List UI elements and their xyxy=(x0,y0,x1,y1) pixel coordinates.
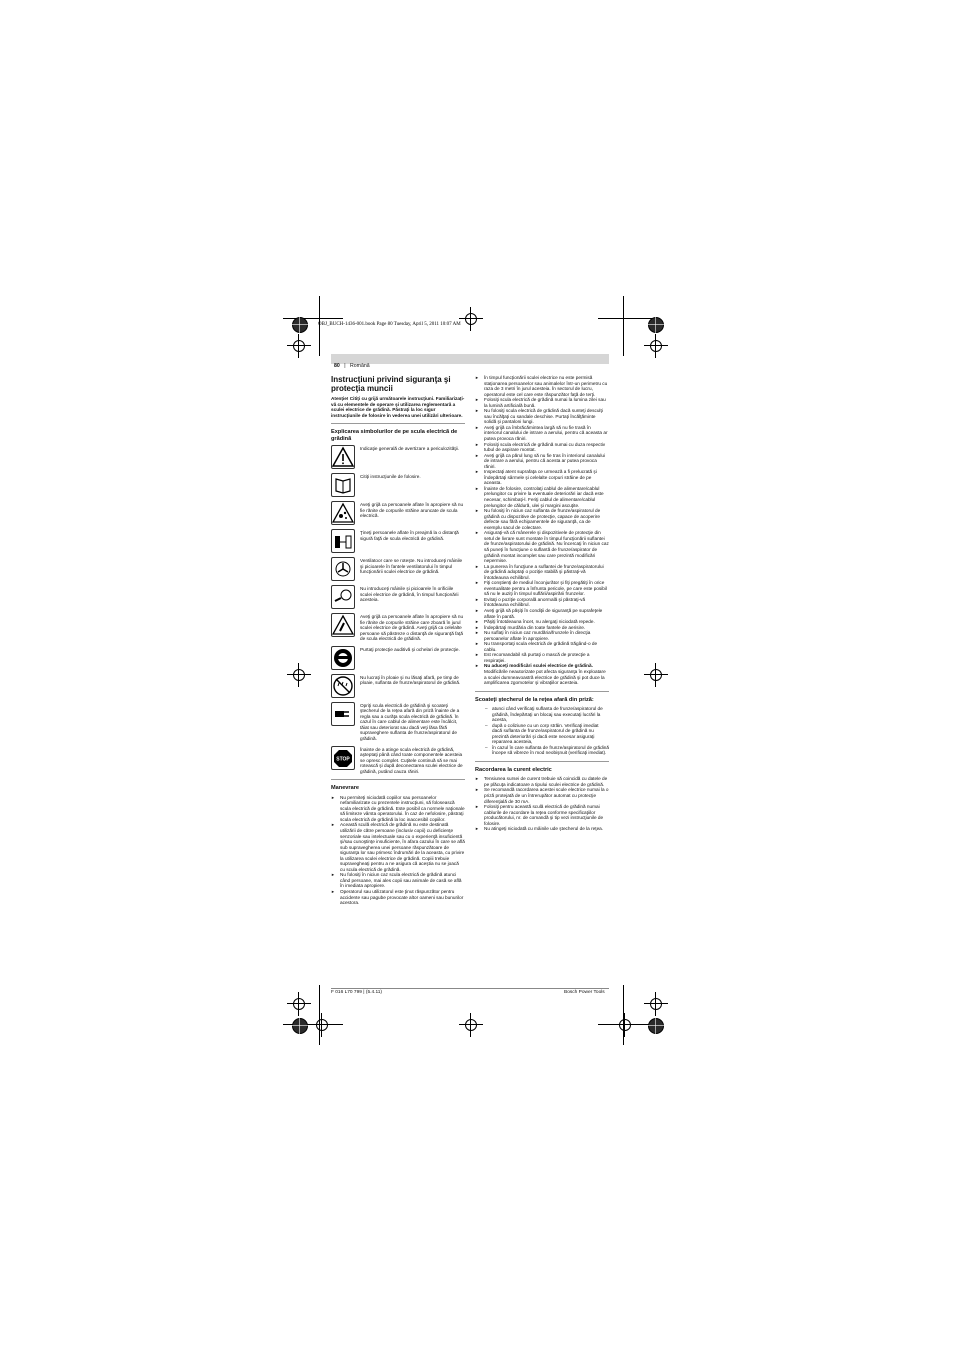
bullet-arrow-icon: ► xyxy=(475,441,479,447)
symbol-row xyxy=(331,501,465,525)
list-item xyxy=(475,508,609,530)
symbol-description: Nu lucraţi în ploaie şi nu lăsaţi afară, pe timp de ploaie, suflanta de frunze/aspiratorul de grădină. xyxy=(360,674,461,686)
list-item-text: Folosiţi pentru această sculă electrică de grădină numai cablurile de racordare la reţea conforme specificaţiilor producătorului, nr. de comandă şi tip vezi instrucţiunile de folosire. xyxy=(484,804,604,826)
crosshair-icon xyxy=(644,992,668,1016)
symbol-description: Nu introduceţi mâinile şi picioarele în orificiile sculei electrice de grădină, în timpul funcţionării acesteia. xyxy=(360,586,459,603)
list-item-text: Păşiţi întotdeauna încet, nu alergaţi niciodată repede. xyxy=(484,619,595,625)
list-item-text: Folosiţi scula electrică de grădină numai la lumina zilei sau la lumină artificială bună. xyxy=(484,397,606,408)
crosshair-icon xyxy=(287,992,311,1016)
list-item-text: Nu suflaţi în niciun caz murdăria/frunzele în direcţia persoanelor aflate în apropiere. xyxy=(484,630,591,641)
list-item-text: atunci când verificaţi suflanta de frunze/aspiratorul de grădină, îndepărtaţi un blocaj sau executaţi lucrări la acesta, xyxy=(492,706,603,723)
modification-warning-bold: Nu aduceţi modificări sculei electrice de grădină. xyxy=(484,663,593,669)
bullet-arrow-icon: ► xyxy=(475,826,479,832)
list-item-text: după o coliziune cu un corp străin. Verificaţi imediat dacă suflanta de frunze/aspiratorul de grădină nu prezintă deteriorări şi dacă este necesar asiguraţi repararea acesteia, xyxy=(492,722,599,745)
list-item xyxy=(475,663,609,685)
book-icon xyxy=(331,473,355,497)
divider xyxy=(331,423,465,424)
bullet-arrow-icon: ► xyxy=(475,452,479,458)
bullet-arrow-icon: ► xyxy=(475,630,479,636)
list-item xyxy=(475,425,609,442)
ear-eye-protection-icon xyxy=(331,646,355,670)
fan-rotation-icon xyxy=(331,557,355,581)
crosshair-icon xyxy=(287,663,311,687)
symbol-description: Citiţi instrucţiunile de folosire. xyxy=(360,474,421,479)
list-item xyxy=(475,397,609,408)
symbol-description: Aveţi grijă ca persoanele aflate în apropiere să nu fie rănite de corpurile străine care zboară în jurul sculei electrice de grădină. Aveţi grijă ca celelalte persoane să păstreze o distanţă de siguranţă faţă de scula electrică de grădină. xyxy=(360,614,464,642)
crosshair-icon xyxy=(310,1013,334,1037)
list-item xyxy=(475,453,609,470)
dash-marker: – xyxy=(485,744,488,750)
symbol-row xyxy=(331,585,465,609)
list-item-text: Această sculă electrică de grădină nu este destinată utilizării de către persoane (inclusiv copii) cu deficienţe senzoriale sau intelectuale sau cu o experienţă insuficientă şi/sau cunoştinţe insuficiente, în afara cazului în care se află sub supravegherea unei persoane răspunzătoare de siguranţa lor sau primesc îndrumări de la aceasta, cu privire la utilizarea sculei electrice de grădină. Copiii trebuie supravegheaţi pentru a ne asigura că aceştia nu se joacă cu scula electrică de grădină. xyxy=(340,822,465,872)
footer-code: F 016 L70 799 | (5.4.11) xyxy=(331,990,383,995)
list-item xyxy=(331,822,465,872)
registration-dot-icon xyxy=(292,317,308,333)
bullet-arrow-icon: ► xyxy=(475,408,479,414)
bullet-arrow-icon: ► xyxy=(475,580,479,586)
blower-debris-icon xyxy=(331,613,355,637)
symbol-description: Ţineţi persoanele aflate în preajmă la o distanţă sigură faţă de scula electrică de grădină. xyxy=(360,530,459,541)
list-item-text: În timpul funcţionării sculei electrice nu este permisă staţionarea persoanelor sau animalelor într-un perimetru cu raza de 3 metri în jurul acesteia. În sectorul de lucru, operatorul este cel care este răspunzător faţă de terţi. xyxy=(484,375,608,397)
crosshair-icon xyxy=(287,334,311,358)
hand-openings-icon xyxy=(331,585,355,609)
list-item xyxy=(475,442,609,453)
list-item xyxy=(475,469,609,486)
list-item-text: Fiţi conştienţi de mediul înconjurător şi fiţi pregătiţi în orice eventualitate pentru a înfrunta pericole, pe care este posibil să nu le auziţi în timpul suflării/aspirării frunzelor. xyxy=(484,580,607,597)
bullet-arrow-icon: ► xyxy=(475,596,479,602)
modification-warning-text: Modificările neautorizate pot afecta siguranţa în exploatare a sculei dumneavoastră electrice de grădină şi pot duce la amplificarea zgomotelor şi vibraţiilor acesteia. xyxy=(484,668,606,686)
list-item-text: Operatorul sau utilizatorul este ţinut răspunzător pentru accidente sau pagube provocate altor oameni sau bunurilor acestora. xyxy=(340,889,464,906)
crosshair-icon xyxy=(644,334,668,358)
bullet-arrow-icon: ► xyxy=(331,794,335,800)
unplug-list xyxy=(475,706,609,756)
bullet-arrow-icon: ► xyxy=(475,776,479,782)
list-item-text: Folosiţi scula electrică de grădină numai cu duza respectiv tubul de aspirare montat. xyxy=(484,441,606,453)
symbol-description: Indicaţie generală de avertizare a periculozităţii. xyxy=(360,446,460,451)
list-item xyxy=(475,597,609,608)
list-item-text: Asiguraţi-vă că mânerele şi dispozitivele de protecţie din setul de livrare sunt montate în timpul funcţionării suflantei de frunze/aspiratorului de grădină. Nu încercaţi în niciun caz să puneţi în funcţiune o suflantă de frunze/aspirator de grădină montat incomplet sau care prezintă modificări nepermise. xyxy=(484,530,609,564)
symbol-row xyxy=(331,646,465,670)
list-item-text: Nu permiteţi niciodată copiilor sau persoanelor nefamiliarizate cu prezentele instrucţiuni, să folosească scula electrică de grădină. Este posibil ca normele naţionale să limiteze vârsta operatorului. În caz de nefolosire, păstraţi scula electrică de grădină la loc inaccesibil copiilor. xyxy=(340,794,465,822)
divider xyxy=(475,761,609,762)
list-item xyxy=(475,580,609,597)
symbol-row xyxy=(331,702,465,742)
crosshair-icon xyxy=(644,663,668,687)
list-item-text: Nu folosiţi în niciun caz scula electrică de grădină atunci când persoane, mai ales copii sau animale de casă se află în imediata apropiere. xyxy=(340,872,462,889)
footer-rule xyxy=(331,988,609,989)
crosshair-icon xyxy=(459,1013,483,1037)
list-item-text: Evitaţi o poziţie corporală anormală şi păstraţi-vă întotdeauna echilibrul. xyxy=(484,596,586,608)
header-language: Română xyxy=(350,363,370,369)
bullet-arrow-icon: ► xyxy=(475,804,479,810)
warning-triangle-icon xyxy=(331,445,355,469)
registration-dot-icon xyxy=(648,1018,664,1034)
dash-marker: – xyxy=(485,722,488,728)
symbol-row xyxy=(331,529,465,553)
bullet-arrow-icon: ► xyxy=(331,872,335,878)
symbols-list xyxy=(331,445,465,774)
list-item xyxy=(475,530,609,563)
list-item xyxy=(331,795,465,823)
bullet-arrow-icon: ► xyxy=(475,397,479,403)
list-item-text: Înainte de folosire, controlaţi cablul de alimentare/cablul prelungitor cu privire la eventuale deteriorări iar dacă este necesar, schimbaţi-l. Feriţi cablul de alimentare/cablul prelungitor de căldură, ulei şi margini ascuţite. xyxy=(484,485,604,508)
list-item-text: Nu folosiţi scula electrică de grădină dacă sunteţi desculţi sau încălţaţi cu sandale deschise. Purtaţi încălţăminte solidă şi pantaloni lungi. xyxy=(484,408,603,425)
symbol-description: Aveţi grijă ca persoanele aflate în apropiere să nu fie rănite de corpurile străine aruncate de scula electrică. xyxy=(360,502,464,519)
list-item-text: Est recomandabil să purtaţi o mască de protecţie a respiraţiei. xyxy=(484,652,590,663)
bullet-arrow-icon: ► xyxy=(475,663,479,669)
symbol-row xyxy=(331,557,465,581)
symbol-row xyxy=(331,674,465,698)
left-column xyxy=(331,375,465,906)
list-item xyxy=(475,652,609,663)
svg-text:STOP: STOP xyxy=(336,756,350,763)
list-item-text: Tensiunea sursei de curent trebuie să coincidă cu datele de pe plăcuţa indicatoare a tipului sculei electrice de grădină. xyxy=(484,776,608,787)
stop-wait-icon xyxy=(331,746,355,770)
bullet-arrow-icon: ► xyxy=(331,822,335,828)
unplug-heading: Scoateţi ştecherul de la reţea afară din priză: xyxy=(475,696,594,703)
electric-list xyxy=(475,776,609,831)
bullet-arrow-icon: ► xyxy=(475,563,479,569)
list-item xyxy=(475,630,609,641)
operation-heading: Manevrare xyxy=(331,785,359,792)
header-separator: | xyxy=(344,363,346,369)
bullet-arrow-icon: ► xyxy=(475,530,479,536)
list-item xyxy=(331,889,465,906)
footer-brand: Bosch Power Tools xyxy=(564,990,605,995)
list-item xyxy=(475,564,609,581)
flying-debris-icon xyxy=(331,501,355,525)
unplug-icon xyxy=(331,702,355,726)
list-item-text: La punerea în funcţiune a suflantei de frunze/aspiratorului de grădină adoptaţi o poziţie stabilă şi păstraţi-vă întotdeauna echilibrul. xyxy=(484,563,604,580)
divider xyxy=(475,691,609,692)
no-rain-icon xyxy=(331,674,355,698)
list-item xyxy=(475,608,609,619)
symbol-description: Opriţi scula electrică de grădină şi scoateţi ştecherul de la reţea afară din priză înainte de a regla sau a curăţa scula electrică de grădină. În cazul în care cablul de alimentare este încâlcit, tăiat sau deteriorat sau dacă veţi lăsa fără supraveghere suflanta de frunze/aspiratorul de grădină. xyxy=(360,702,460,742)
symbol-row xyxy=(331,746,465,775)
symbol-description: Înainte de a atinge scula electrică de grădină, aşteptaţi până când toate componentele acesteia se opresc complet. Cuţitele continuă să se mai rotească şi după deconectarea sculei electrice de grădină, putând cauza răniri. xyxy=(360,746,463,774)
symbol-description: Ventilatoor care se roteşte. Nu introduceţi mâinile şi picioarele în fantele ventilatorului în timpul funcţionării sculei electrice de grădină. xyxy=(360,558,463,575)
bullet-arrow-icon: ► xyxy=(475,375,479,380)
bullet-arrow-icon: ► xyxy=(475,424,479,430)
bullet-arrow-icon: ► xyxy=(475,619,479,625)
list-item-text: Nu atingeţi niciodată cu mâinile ude ştecherul de la reţea. xyxy=(484,826,604,832)
page-title: Instrucţiuni privind siguranţa şi protecţia muncii xyxy=(331,375,451,393)
bullet-arrow-icon: ► xyxy=(475,641,479,647)
dash-marker: – xyxy=(485,706,488,712)
electric-heading: Racordarea la curent electric xyxy=(475,766,552,773)
bullet-arrow-icon: ► xyxy=(331,889,335,894)
list-item xyxy=(475,745,609,756)
list-item-text: Nu folosiţi în niciun caz suflanta de frunze/aspiratorul de grădină cu dispozitive de protecţie, capace de acoperire defecte sau fără echipamentele de siguranţă, ca de exemplu sacul de colectare. xyxy=(484,508,601,530)
list-item xyxy=(475,787,609,804)
bullet-arrow-icon: ► xyxy=(475,607,479,613)
safety-list xyxy=(475,375,609,663)
crosshair-icon xyxy=(613,1013,637,1037)
bullet-arrow-icon: ► xyxy=(475,508,479,514)
list-item xyxy=(475,776,609,787)
right-column xyxy=(475,375,609,832)
list-item xyxy=(475,486,609,508)
list-item xyxy=(475,641,609,652)
book-info: OBJ_BUCH-1436-001.book Page 80 Tuesday, April 5, 2011 10:07 AM xyxy=(318,322,461,327)
list-item-text: Aveţi grijă ca părul lung să nu fie tras în interiorul canalului de intrare a aerului, pentru că acesta ar putea provoca răniri. xyxy=(484,452,606,469)
symbol-row xyxy=(331,613,465,642)
list-item xyxy=(475,375,609,397)
divider xyxy=(331,779,465,780)
list-item-text: Îndepărtaţi murdăria din toate fantele de aerisire. xyxy=(484,624,586,630)
symbol-row xyxy=(331,445,465,469)
operation-list xyxy=(331,795,465,906)
list-item xyxy=(331,872,465,889)
page-number: 80 xyxy=(334,363,340,369)
list-item xyxy=(475,826,609,832)
intro-warning: Atenţie! Citiţi cu grijă următoarele instrucţiuni. Familiarizaţi-vă cu elementele de operare şi utilizarea reglementară a sculei electrice de grădină. Păstraţi la loc sigur instrucţiunile de folosire în vederea unei utilizări ulterioare. xyxy=(331,396,465,418)
list-item xyxy=(475,706,609,723)
symbol-description: Purtaţi protecţie auditivă şi ochelari de protecţie. xyxy=(360,646,460,652)
list-item-text: Aveţi grijă ca îmbrăcămintea largă să nu fie trasă în interiorul canalului de intrare a aerului, pentru că aceasta ar putea provoca răniri. xyxy=(484,424,608,442)
bullet-arrow-icon: ► xyxy=(475,787,479,793)
crosshair-icon xyxy=(459,307,483,331)
registration-dot-icon xyxy=(648,317,664,333)
list-item-text: Se recomandă racordarea acestei scule electrice numai la o priză protejată de un întrerupător automat cu protecţie diferenţială de 30 mA. xyxy=(484,787,609,804)
bullet-arrow-icon: ► xyxy=(475,652,479,658)
symbols-heading: Explicarea simbolurilor de pe scula electrică de grădină xyxy=(331,429,458,442)
bullet-arrow-icon: ► xyxy=(475,485,479,491)
keep-distance-icon xyxy=(331,529,355,553)
symbol-row xyxy=(331,473,465,497)
page-header xyxy=(331,354,609,369)
list-item-text: Inspectaţi atent suprafaţa ce urmează a fi prelucrată şi îndepărtaţi sârmele şi celelalte corpuri străine de pe aceasta. xyxy=(484,469,597,486)
list-item xyxy=(475,804,609,826)
bullet-arrow-icon: ► xyxy=(475,469,479,475)
bullet-arrow-icon: ► xyxy=(475,624,479,630)
list-item xyxy=(475,723,609,745)
registration-dot-icon xyxy=(292,1018,308,1034)
list-item-text: Nu transportaţi scula electrică de grădină trăgând-o de cablu. xyxy=(484,641,598,652)
list-item-text: Aveţi grijă să păşiţi în condiţii de siguranţă pe suprafeţele aflate în pantă. xyxy=(484,607,603,619)
list-item-text: în cazul în care suflanta de frunze/aspiratorul de grădină începe să vibreze în mod neobişnuit (verificaţi imediat). xyxy=(492,744,609,756)
list-item xyxy=(475,408,609,425)
